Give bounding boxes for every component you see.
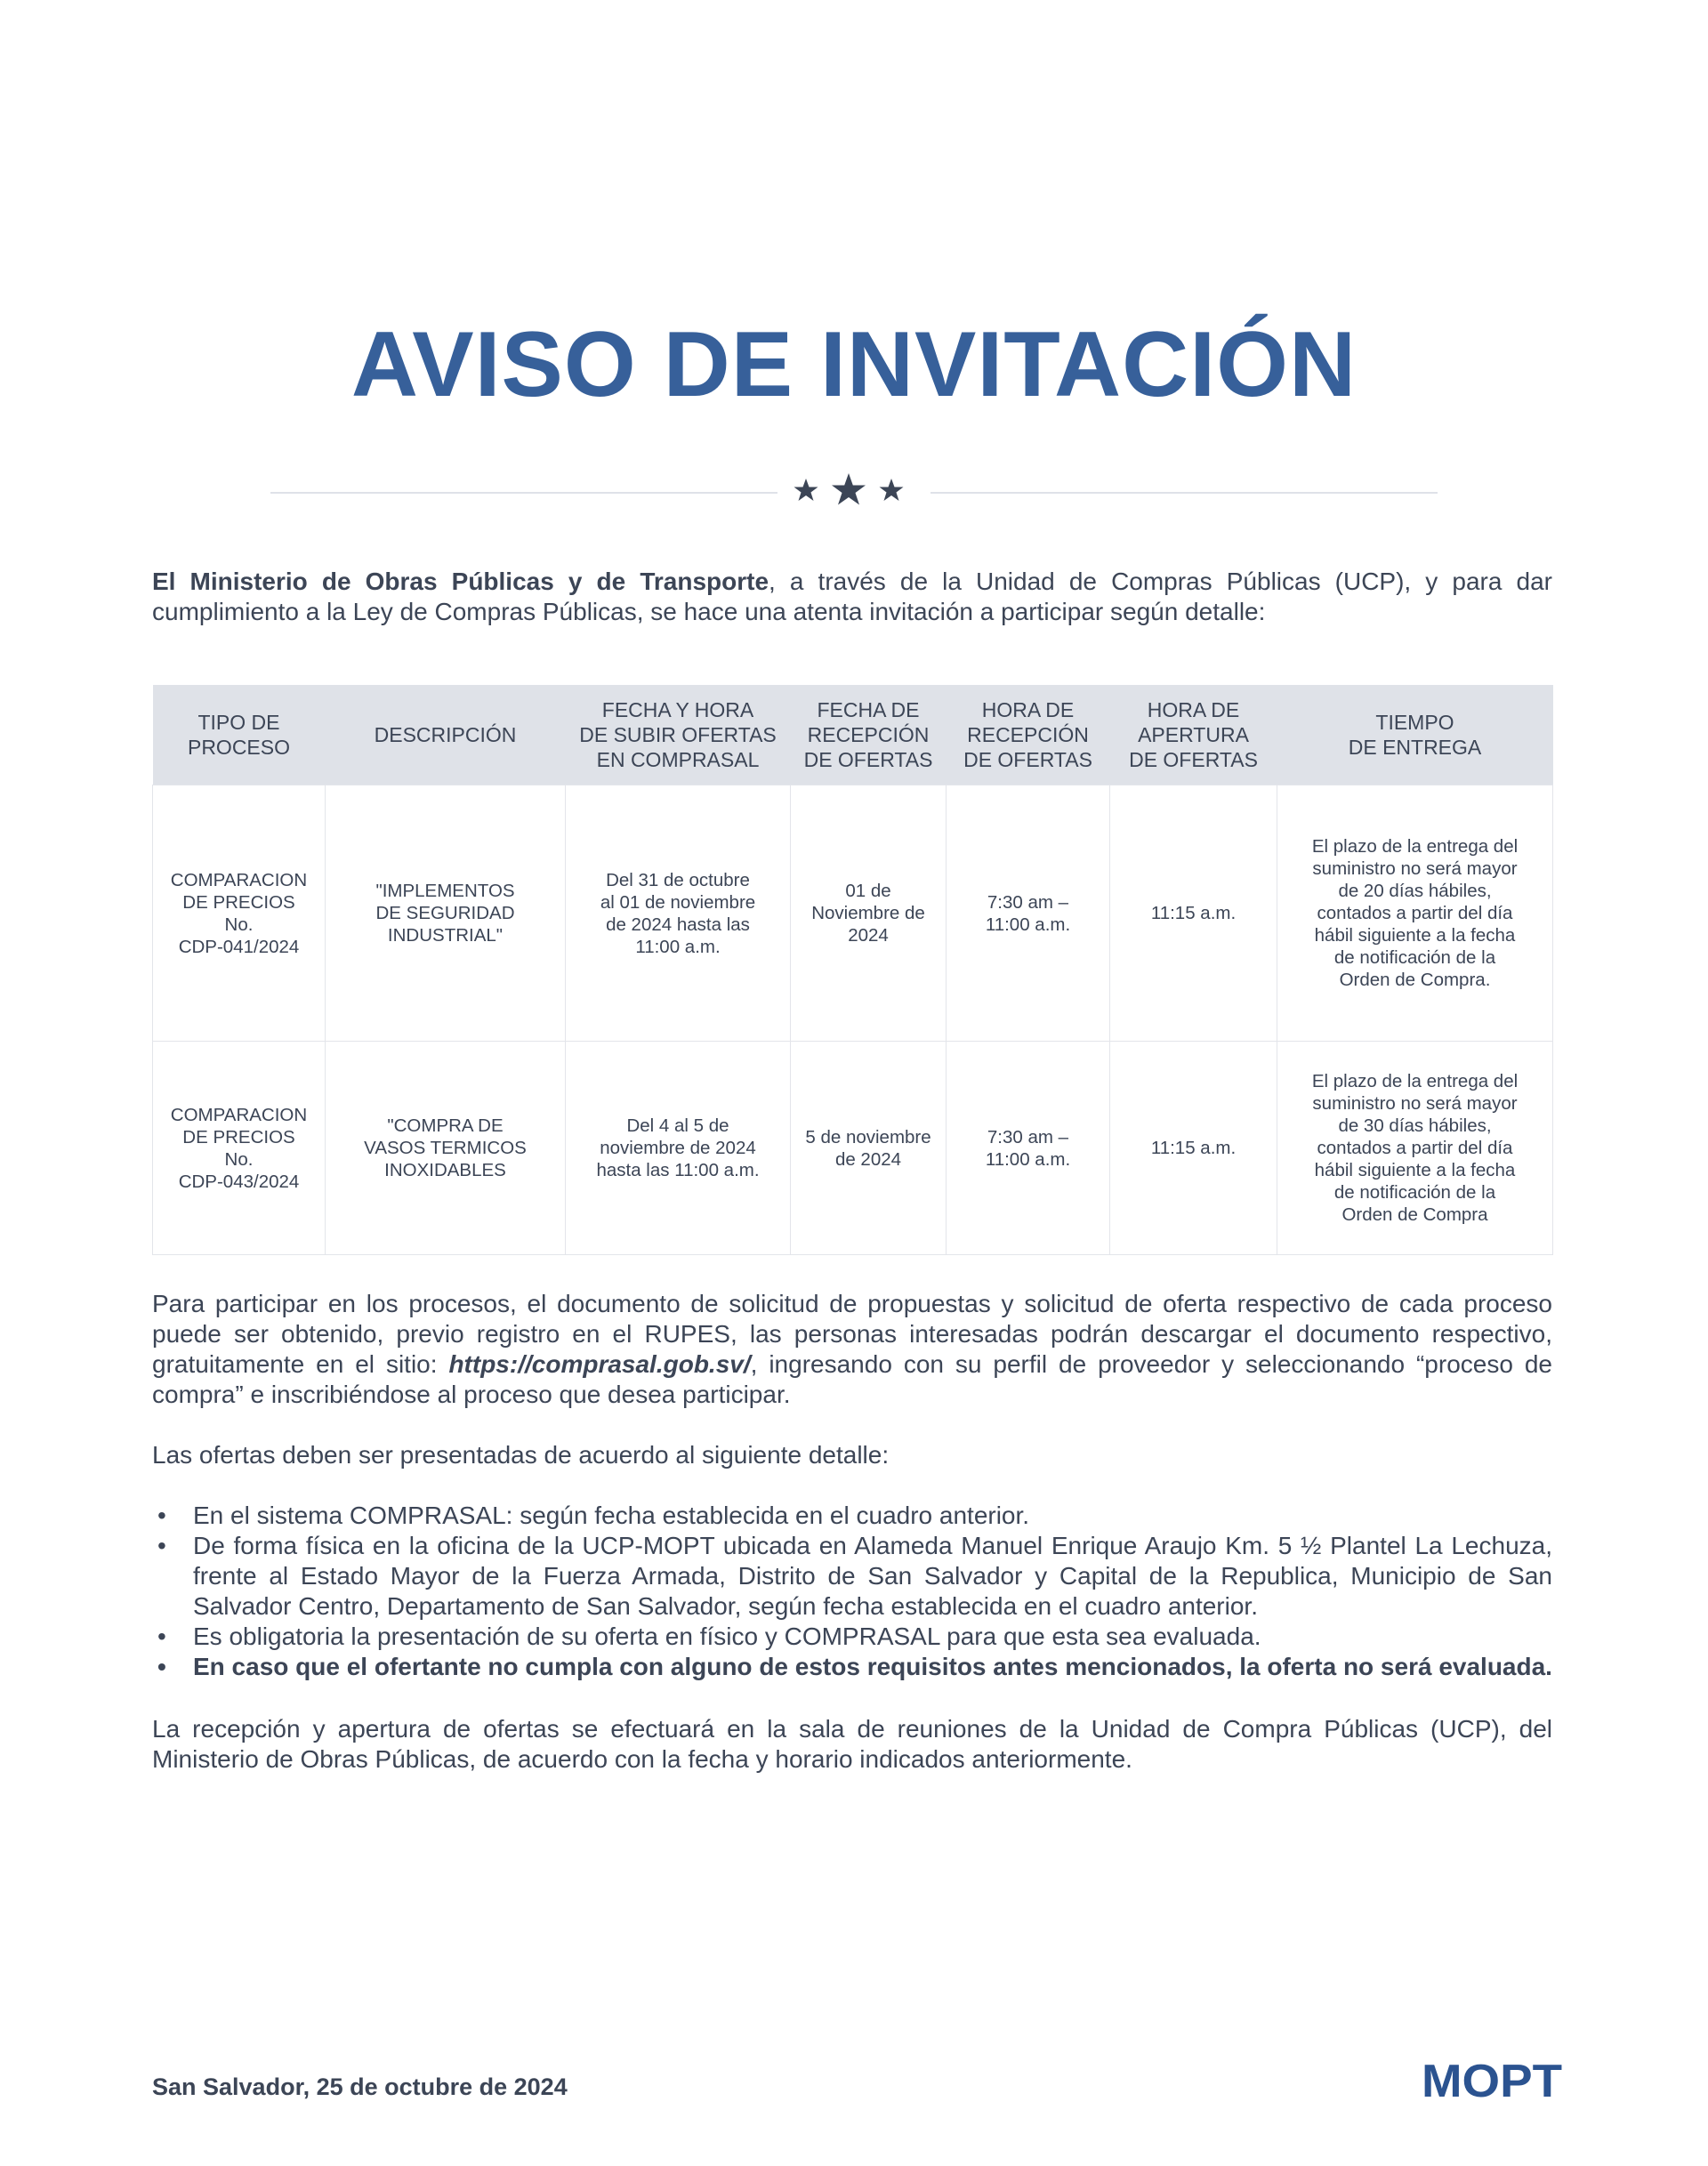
process-table	[152, 685, 1553, 1255]
cell-tipo: COMPARACION DE PRECIOS No. CDP-043/2024	[153, 1042, 326, 1255]
comprasal-link[interactable]: https://comprasal.gob.sv/	[448, 1350, 751, 1378]
list-item	[152, 1531, 1552, 1622]
cell-tipo: COMPARACION DE PRECIOS No. CDP-041/2024	[153, 785, 326, 1042]
bullet-icon: •	[157, 1653, 166, 1680]
bullet-icon: •	[157, 1622, 166, 1650]
table-row	[153, 1042, 1553, 1255]
header-fecha-recepcion: FECHA DE RECEPCIÓN DE OFERTAS	[791, 685, 947, 785]
list-item	[152, 1652, 1552, 1682]
star-icon	[794, 479, 818, 501]
stars-ornament	[783, 464, 925, 518]
page-title: AVISO DE INVITACIÓN	[350, 313, 1358, 416]
list-item	[152, 1622, 1552, 1652]
cell-descripcion: "COMPRA DE VASOS TERMICOS INOXIDABLES	[326, 1042, 566, 1255]
header-tiempo-entrega: TIEMPO DE ENTREGA	[1277, 685, 1553, 785]
cell-descripcion: "IMPLEMENTOS DE SEGURIDAD INDUSTRIAL"	[326, 785, 566, 1042]
list-item	[152, 1501, 1552, 1531]
date-line: San Salvador, 25 de octubre de 2024	[152, 2073, 568, 2100]
header-descripcion: DESCRIPCIÓN	[326, 685, 566, 785]
cell-fecha-subir: Del 31 de octubre al 01 de noviembre de 2024 hasta las 11:00 a.m.	[566, 785, 791, 1042]
table-header-row	[153, 685, 1553, 785]
list-item-text: En el sistema COMPRASAL: según fecha establecida en el cuadro anterior.	[193, 1502, 1030, 1529]
cell-fecha-subir: Del 4 al 5 de noviembre de 2024 hasta las 11:00 a.m.	[566, 1042, 791, 1255]
list-item-text: En caso que el ofertante no cumpla con alguno de estos requisitos antes mencionados, la oferta no será evaluada.	[193, 1653, 1552, 1680]
divider-left	[270, 492, 777, 494]
cell-tiempo-entrega: El plazo de la entrega del suministro no será mayor de 30 días hábiles, contados a partir del día hábil siguiente a la fecha de notificación de la Orden de Compra	[1277, 1042, 1553, 1255]
logo-text: MOPT	[1422, 2057, 1563, 2102]
intro-text: , a través de la Unidad de Compras Públicas (UCP), y para dar cumplimiento a la Ley de Compras Públicas, se hace una atenta invitación a participar según detalle:	[152, 568, 1552, 625]
cell-hora-apertura: 11:15 a.m.	[1110, 1042, 1277, 1255]
ministry-name: El Ministerio de Obras Públicas y de Transporte	[152, 568, 769, 595]
cell-tiempo-entrega: El plazo de la entrega del suministro no será mayor de 20 días hábiles, contados a partir del día hábil siguiente a la fecha de notificación de la Orden de Compra.	[1277, 785, 1553, 1042]
header-fecha-subir: FECHA Y HORA DE SUBIR OFERTAS EN COMPRASAL	[566, 685, 791, 785]
offers-intro: Las ofertas deben ser presentadas de acuerdo al siguiente detalle:	[152, 1441, 890, 1469]
list-item-text: Es obligatoria la presentación de su oferta en físico y COMPRASAL para que esta sea evaluada.	[193, 1622, 1261, 1650]
participation-text-1: Para participar en los procesos, el documento de solicitud de propuestas y solicitud de oferta respectivo de cada proceso puede ser obtenido, previo registro en el RUPES, las personas interesadas podrán descargar el documento respectivo, gratuitamente en el sitio:	[152, 1290, 1552, 1378]
divider-right	[931, 492, 1438, 494]
star-icon	[832, 473, 866, 505]
cell-fecha-recepcion: 5 de noviembre de 2024	[791, 1042, 947, 1255]
offers-list	[152, 1501, 1552, 1682]
header-hora-apertura: HORA DE APERTURA DE OFERTAS	[1110, 685, 1277, 785]
participation-paragraph	[152, 1289, 1552, 1410]
cell-hora-recepcion: 7:30 am – 11:00 a.m.	[947, 1042, 1110, 1255]
bullet-icon: •	[157, 1532, 166, 1559]
mopt-logo	[1422, 2057, 1564, 2106]
list-item-text: De forma física en la oficina de la UCP-MOPT ubicada en Alameda Manuel Enrique Araujo Km. 5 ½ Plantel La Lechuza, frente al Estado Mayor de la Fuerza Armada, Distrito de San Salvador y Capital de la Republica, Municipio de San Salvador Centro, Departamento de San Salvador, según fecha establecida en el cuadro anterior.	[193, 1532, 1552, 1620]
participation-text-2: , ingresando con su perfil de proveedor y seleccionando “proceso de compra” e inscribiéndose al proceso que desea participar.	[152, 1350, 1553, 1408]
intro-paragraph	[152, 567, 1552, 627]
closing-paragraph: La recepción y apertura de ofertas se efectuará en la sala de reuniones de la Unidad de Compra Públicas (UCP), del Ministerio de Obras Públicas, de acuerdo con la fecha y horario indicados anteriormente.	[152, 1715, 1552, 1773]
header-tipo: TIPO DE PROCESO	[153, 685, 326, 785]
header-hora-recepcion: HORA DE RECEPCIÓN DE OFERTAS	[947, 685, 1110, 785]
star-icon	[880, 479, 904, 501]
cell-hora-apertura: 11:15 a.m.	[1110, 785, 1277, 1042]
cell-hora-recepcion: 7:30 am – 11:00 a.m.	[947, 785, 1110, 1042]
table-row	[153, 785, 1553, 1042]
cell-fecha-recepcion: 01 de Noviembre de 2024	[791, 785, 947, 1042]
bullet-icon: •	[157, 1502, 166, 1529]
